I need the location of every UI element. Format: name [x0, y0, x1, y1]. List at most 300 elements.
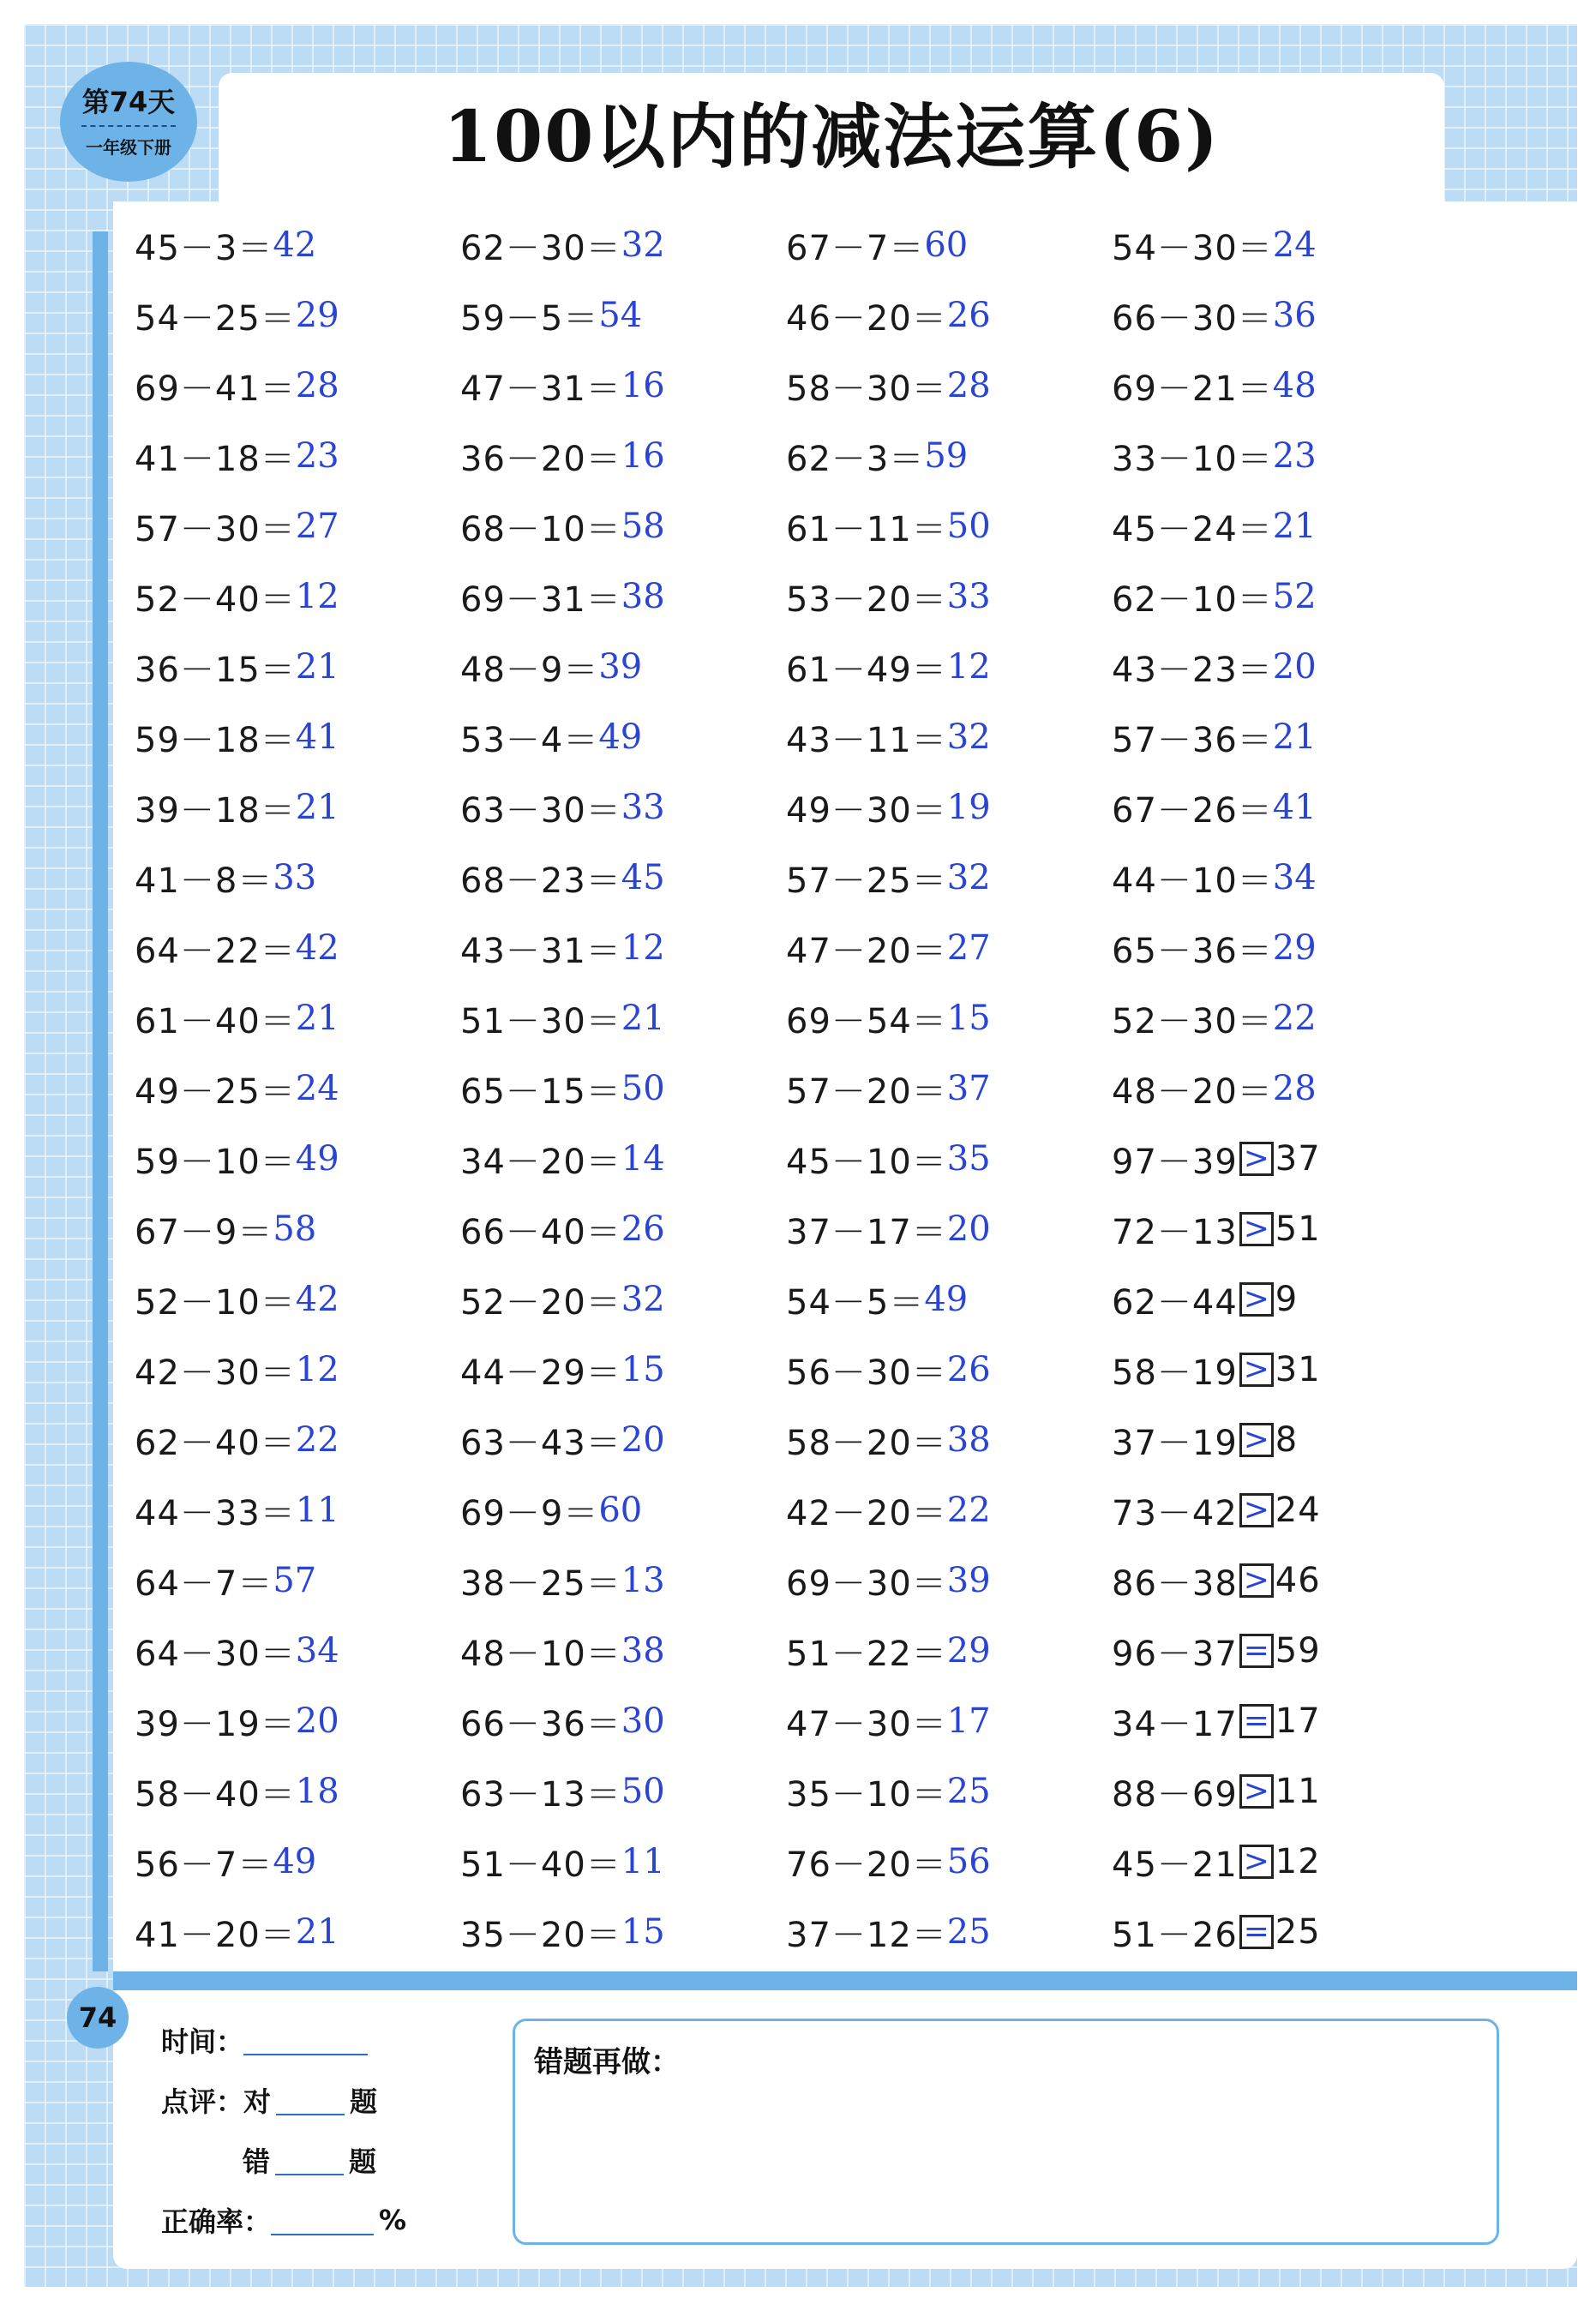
- problem-item: [1112, 843, 1437, 913]
- comparison-box[interactable]: >: [1239, 1563, 1274, 1598]
- problem-expression: 48－20＝: [1112, 1071, 1273, 1112]
- handwritten-answer[interactable]: 37: [946, 1069, 991, 1108]
- handwritten-answer[interactable]: 22: [295, 1420, 339, 1460]
- problem-item: [460, 1756, 786, 1827]
- problem-item: [460, 702, 786, 772]
- comparison-box[interactable]: >: [1239, 1212, 1274, 1246]
- handwritten-answer[interactable]: 58: [273, 1209, 317, 1249]
- problem-grid: [135, 210, 1437, 1954]
- comparison-box[interactable]: =: [1239, 1704, 1274, 1738]
- handwritten-answer[interactable]: 16: [621, 436, 665, 476]
- handwritten-answer[interactable]: 49: [924, 1280, 969, 1319]
- handwritten-answer[interactable]: 28: [1272, 1069, 1317, 1108]
- problem-item: [135, 1686, 460, 1756]
- comparison-box[interactable]: =: [1239, 1915, 1274, 1949]
- problem-item: [1112, 491, 1437, 561]
- handwritten-answer[interactable]: 15: [621, 1912, 665, 1952]
- problem-item: [786, 1545, 1112, 1616]
- problem-expression: 37－19: [1112, 1423, 1238, 1463]
- comparison-box[interactable]: >: [1239, 1423, 1274, 1457]
- handwritten-answer[interactable]: 24: [295, 1069, 339, 1108]
- handwritten-answer[interactable]: 32: [621, 1280, 665, 1319]
- problem-item: [1112, 983, 1437, 1053]
- problem-item: [135, 561, 460, 632]
- problem-expression: 52－40＝: [135, 579, 296, 620]
- handwritten-answer[interactable]: 60: [924, 225, 969, 265]
- problem-item: [1112, 1897, 1437, 1967]
- redo-title: 错题再做：: [534, 2045, 680, 2079]
- review-label: 点评：对: [161, 2085, 272, 2118]
- problem-item: [135, 1335, 460, 1405]
- comparison-rhs: 12: [1275, 1842, 1321, 1881]
- problem-item: [786, 280, 1112, 351]
- problem-item: [786, 772, 1112, 843]
- handwritten-answer[interactable]: 13: [621, 1561, 665, 1600]
- problem-item: [460, 1545, 786, 1616]
- problem-item: [786, 1475, 1112, 1545]
- handwritten-answer[interactable]: 57: [273, 1561, 317, 1600]
- handwritten-answer[interactable]: 21: [1272, 507, 1317, 546]
- handwritten-answer[interactable]: 20: [621, 1420, 665, 1460]
- handwritten-answer[interactable]: 32: [946, 858, 991, 897]
- problem-item: [786, 210, 1112, 280]
- handwritten-answer[interactable]: 26: [946, 296, 991, 335]
- problem-expression: 45－24＝: [1112, 509, 1273, 549]
- handwritten-answer[interactable]: 12: [946, 647, 991, 687]
- page-number: 74: [67, 1987, 129, 2049]
- handwritten-answer[interactable]: 28: [295, 366, 339, 405]
- badge-divider: [81, 125, 176, 127]
- problem-item: [460, 772, 786, 843]
- problem-expression: 97－39: [1112, 1142, 1238, 1182]
- problem-item: [460, 843, 786, 913]
- problem-item: [135, 1616, 460, 1686]
- problem-expression: 48－10＝: [460, 1634, 621, 1674]
- problem-expression: 56－30＝: [786, 1353, 947, 1393]
- problem-item: [1112, 561, 1437, 632]
- time-label: 时间：: [161, 2025, 244, 2058]
- handwritten-answer[interactable]: 17: [946, 1701, 991, 1741]
- problem-item: [460, 210, 786, 280]
- problem-expression: 64－7＝: [135, 1563, 273, 1604]
- problem-expression: 49－25＝: [135, 1071, 296, 1112]
- problem-expression: 58－19: [1112, 1353, 1238, 1393]
- problem-expression: 52－30＝: [1112, 1001, 1273, 1041]
- problem-item: [135, 1545, 460, 1616]
- comparison-rhs: 46: [1275, 1561, 1321, 1600]
- handwritten-answer[interactable]: 23: [1272, 436, 1317, 476]
- problem-expression: 52－10＝: [135, 1282, 296, 1323]
- handwritten-answer[interactable]: 12: [295, 1350, 339, 1389]
- handwritten-answer[interactable]: 26: [946, 1350, 991, 1389]
- problem-expression: 57－36＝: [1112, 720, 1273, 760]
- handwritten-answer[interactable]: 11: [621, 1842, 665, 1881]
- handwritten-answer[interactable]: 28: [946, 366, 991, 405]
- handwritten-answer[interactable]: 12: [295, 577, 339, 616]
- handwritten-answer[interactable]: 29: [1272, 928, 1317, 968]
- handwritten-answer[interactable]: 49: [598, 717, 643, 757]
- problem-expression: 34－20＝: [460, 1142, 621, 1182]
- accuracy-blank[interactable]: [271, 2205, 374, 2235]
- handwritten-answer[interactable]: 60: [598, 1491, 643, 1530]
- problem-expression: 63－43＝: [460, 1423, 621, 1463]
- problem-expression: 67－9＝: [135, 1212, 273, 1252]
- problem-expression: 63－13＝: [460, 1774, 621, 1815]
- handwritten-answer[interactable]: 21: [621, 999, 665, 1038]
- page-title: 100以内的减法运算(6): [443, 96, 1220, 178]
- handwritten-answer[interactable]: 50: [946, 507, 991, 546]
- problem-item: [135, 1827, 460, 1897]
- wrong-count-blank[interactable]: [275, 2145, 344, 2175]
- problem-expression: 43－11＝: [786, 720, 947, 760]
- problem-item: [460, 1335, 786, 1405]
- problem-expression: 66－30＝: [1112, 298, 1273, 339]
- problem-expression: 42－30＝: [135, 1353, 296, 1393]
- problem-item: [1112, 1545, 1437, 1616]
- comparison-rhs: 31: [1275, 1350, 1321, 1389]
- time-row: [161, 2010, 406, 2070]
- problem-expression: 37－17＝: [786, 1212, 947, 1252]
- problem-expression: 43－31＝: [460, 931, 621, 971]
- problem-expression: 69－21＝: [1112, 369, 1273, 409]
- problem-expression: 62－30＝: [460, 228, 621, 268]
- comparison-rhs: 37: [1275, 1139, 1321, 1179]
- handwritten-answer[interactable]: 38: [621, 577, 665, 616]
- wrong-label: 错: [243, 2145, 271, 2178]
- problem-expression: 33－10＝: [1112, 439, 1273, 479]
- handwritten-answer[interactable]: 19: [946, 788, 991, 827]
- handwritten-answer[interactable]: 35: [946, 1139, 991, 1179]
- problem-item: [135, 1897, 460, 1967]
- review-row: [161, 2070, 406, 2130]
- problem-expression: 36－15＝: [135, 650, 296, 690]
- problem-item: [135, 983, 460, 1053]
- problem-expression: 61－49＝: [786, 650, 947, 690]
- problem-item: [460, 1686, 786, 1756]
- problem-expression: 72－13: [1112, 1212, 1238, 1252]
- problem-expression: 67－7＝: [786, 228, 925, 268]
- problem-item: [1112, 210, 1437, 280]
- accuracy-label: 正确率：: [161, 2205, 272, 2238]
- problem-expression: 65－36＝: [1112, 931, 1273, 971]
- problem-expression: 67－26＝: [1112, 790, 1273, 831]
- redo-box[interactable]: [513, 2019, 1499, 2245]
- problem-item: [460, 351, 786, 421]
- handwritten-answer[interactable]: 27: [295, 507, 339, 546]
- problem-expression: 64－30＝: [135, 1634, 296, 1674]
- wrong-row: [161, 2130, 406, 2190]
- comparison-box[interactable]: >: [1239, 1493, 1274, 1527]
- problem-item: [1112, 1124, 1437, 1194]
- problem-item: [135, 1124, 460, 1194]
- problem-item: [135, 421, 460, 491]
- problem-expression: 63－30＝: [460, 790, 621, 831]
- problem-expression: 73－42: [1112, 1493, 1238, 1533]
- problem-item: [786, 1124, 1112, 1194]
- handwritten-answer[interactable]: 33: [621, 788, 665, 827]
- problem-expression: 62－40＝: [135, 1423, 296, 1463]
- problem-item: [1112, 1686, 1437, 1756]
- problem-item: [1112, 1827, 1437, 1897]
- comparison-rhs: 25: [1275, 1912, 1321, 1952]
- problem-expression: 45－21: [1112, 1845, 1238, 1885]
- problem-expression: 68－23＝: [460, 861, 621, 901]
- correct-unit: 题: [350, 2085, 378, 2118]
- problem-expression: 46－20＝: [786, 298, 947, 339]
- correct-count-blank[interactable]: [276, 2085, 345, 2115]
- problem-expression: 48－9＝: [460, 650, 599, 690]
- problem-item: [786, 1756, 1112, 1827]
- problem-item: [786, 561, 1112, 632]
- problem-item: [460, 421, 786, 491]
- handwritten-answer[interactable]: 21: [1272, 717, 1317, 757]
- handwritten-answer[interactable]: 50: [621, 1069, 665, 1108]
- day-badge: [60, 62, 197, 182]
- problem-expression: 57－25＝: [786, 861, 947, 901]
- handwritten-answer[interactable]: 22: [1272, 999, 1317, 1038]
- problem-item: [135, 1756, 460, 1827]
- handwritten-answer[interactable]: 45: [621, 858, 665, 897]
- problem-item: [786, 491, 1112, 561]
- problem-expression: 62－44: [1112, 1282, 1238, 1323]
- problem-expression: 69－54＝: [786, 1001, 947, 1041]
- problem-item: [1112, 1616, 1437, 1686]
- handwritten-answer[interactable]: 52: [1272, 577, 1317, 616]
- problem-item: [460, 1264, 786, 1335]
- handwritten-answer[interactable]: 42: [295, 1280, 339, 1319]
- problem-expression: 57－30＝: [135, 509, 296, 549]
- problem-item: [1112, 632, 1437, 702]
- problem-expression: 41－8＝: [135, 861, 273, 901]
- handwritten-answer[interactable]: 39: [598, 647, 643, 687]
- comparison-rhs: 59: [1275, 1631, 1321, 1671]
- comparison-rhs: 8: [1275, 1420, 1299, 1460]
- problem-expression: 96－37: [1112, 1634, 1238, 1674]
- problem-item: [460, 1405, 786, 1475]
- problem-expression: 58－20＝: [786, 1423, 947, 1463]
- handwritten-answer[interactable]: 36: [1272, 296, 1317, 335]
- problem-expression: 53－4＝: [460, 720, 599, 760]
- handwritten-answer[interactable]: 39: [946, 1561, 991, 1600]
- problem-expression: 47－20＝: [786, 931, 947, 971]
- handwritten-answer[interactable]: 20: [1272, 647, 1317, 687]
- problem-expression: 88－69: [1112, 1774, 1238, 1815]
- comparison-rhs: 11: [1275, 1772, 1321, 1811]
- problem-item: [460, 561, 786, 632]
- problem-item: [460, 1827, 786, 1897]
- problem-expression: 64－22＝: [135, 931, 296, 971]
- time-blank[interactable]: [243, 2025, 368, 2055]
- problem-expression: 59－18＝: [135, 720, 296, 760]
- problem-expression: 39－19＝: [135, 1704, 296, 1744]
- handwritten-answer[interactable]: 32: [621, 225, 665, 265]
- problem-item: [1112, 1756, 1437, 1827]
- handwritten-answer[interactable]: 27: [946, 928, 991, 968]
- problem-expression: 62－10＝: [1112, 579, 1273, 620]
- day-label: 第74天: [81, 86, 176, 118]
- percent-sign: %: [379, 2204, 407, 2236]
- grade-label: 一年级下册: [86, 137, 171, 158]
- problem-expression: 44－29＝: [460, 1353, 621, 1393]
- handwritten-answer[interactable]: 49: [295, 1139, 339, 1179]
- problem-expression: 49－30＝: [786, 790, 947, 831]
- problem-item: [786, 1405, 1112, 1475]
- handwritten-answer[interactable]: 26: [621, 1209, 665, 1249]
- comparison-box[interactable]: >: [1239, 1353, 1274, 1387]
- problem-item: [786, 1264, 1112, 1335]
- problem-item: [460, 1194, 786, 1264]
- problem-item: [135, 1194, 460, 1264]
- problem-item: [1112, 1405, 1437, 1475]
- handwritten-answer[interactable]: 18: [295, 1772, 339, 1811]
- comparison-box[interactable]: >: [1239, 1142, 1274, 1176]
- problem-item: [786, 1897, 1112, 1967]
- comparison-box[interactable]: >: [1239, 1774, 1274, 1809]
- handwritten-answer[interactable]: 49: [273, 1842, 317, 1881]
- problem-item: [1112, 1264, 1437, 1335]
- comparison-rhs: 24: [1275, 1491, 1321, 1530]
- problem-item: [1112, 1335, 1437, 1405]
- problem-expression: 54－25＝: [135, 298, 296, 339]
- handwritten-answer[interactable]: 21: [295, 647, 339, 687]
- handwritten-answer[interactable]: 22: [946, 1491, 991, 1530]
- handwritten-answer[interactable]: 24: [1272, 225, 1317, 265]
- problem-item: [786, 983, 1112, 1053]
- handwritten-answer[interactable]: 15: [621, 1350, 665, 1389]
- problem-expression: 37－12＝: [786, 1915, 947, 1955]
- handwritten-answer[interactable]: 20: [946, 1209, 991, 1249]
- problem-expression: 59－10＝: [135, 1142, 296, 1182]
- problem-expression: 58－40＝: [135, 1774, 296, 1815]
- problem-item: [786, 913, 1112, 983]
- bottom-band: [113, 1971, 1577, 1990]
- problem-item: [786, 1335, 1112, 1405]
- problem-item: [786, 1686, 1112, 1756]
- problem-item: [1112, 351, 1437, 421]
- problem-expression: 56－7＝: [135, 1845, 273, 1885]
- problem-expression: 61－40＝: [135, 1001, 296, 1041]
- handwritten-answer[interactable]: 15: [946, 999, 991, 1038]
- problem-item: [1112, 1194, 1437, 1264]
- wrong-unit: 题: [349, 2145, 377, 2178]
- problem-item: [460, 913, 786, 983]
- problem-expression: 41－18＝: [135, 439, 296, 479]
- problem-expression: 34－17: [1112, 1704, 1238, 1744]
- problem-item: [460, 1616, 786, 1686]
- problem-expression: 57－20＝: [786, 1071, 947, 1112]
- problem-item: [135, 1053, 460, 1124]
- handwritten-answer[interactable]: 58: [621, 507, 665, 546]
- problem-item: [1112, 1053, 1437, 1124]
- handwritten-answer[interactable]: 42: [273, 225, 317, 265]
- handwritten-answer[interactable]: 33: [946, 577, 991, 616]
- problem-expression: 35－20＝: [460, 1915, 621, 1955]
- handwritten-answer[interactable]: 54: [598, 296, 643, 335]
- problem-item: [135, 1475, 460, 1545]
- problem-expression: 42－20＝: [786, 1493, 947, 1533]
- problem-expression: 66－36＝: [460, 1704, 621, 1744]
- handwritten-answer[interactable]: 42: [295, 928, 339, 968]
- handwritten-answer[interactable]: 38: [946, 1420, 991, 1460]
- handwritten-answer[interactable]: 30: [621, 1701, 665, 1741]
- handwritten-answer[interactable]: 48: [1272, 366, 1317, 405]
- problem-expression: 58－30＝: [786, 369, 947, 409]
- handwritten-answer[interactable]: 33: [273, 858, 317, 897]
- problem-item: [786, 843, 1112, 913]
- comparison-box[interactable]: =: [1239, 1634, 1274, 1668]
- handwritten-answer[interactable]: 34: [295, 1631, 339, 1671]
- problem-expression: 66－40＝: [460, 1212, 621, 1252]
- handwritten-answer[interactable]: 41: [295, 717, 339, 757]
- handwritten-answer[interactable]: 20: [295, 1701, 339, 1741]
- handwritten-answer[interactable]: 29: [295, 296, 339, 335]
- comparison-box[interactable]: >: [1239, 1282, 1274, 1317]
- problem-item: [460, 280, 786, 351]
- problem-expression: 43－23＝: [1112, 650, 1273, 690]
- handwritten-answer[interactable]: 25: [946, 1912, 991, 1952]
- problem-item: [460, 983, 786, 1053]
- problem-item: [786, 351, 1112, 421]
- problem-expression: 45－10＝: [786, 1142, 947, 1182]
- handwritten-answer[interactable]: 50: [621, 1772, 665, 1811]
- problem-item: [1112, 772, 1437, 843]
- problem-expression: 47－30＝: [786, 1704, 947, 1744]
- handwritten-answer[interactable]: 41: [1272, 788, 1317, 827]
- problem-expression: 68－10＝: [460, 509, 621, 549]
- handwritten-answer[interactable]: 59: [924, 436, 969, 476]
- problem-item: [1112, 702, 1437, 772]
- handwritten-answer[interactable]: 11: [295, 1491, 339, 1530]
- handwritten-answer[interactable]: 38: [621, 1631, 665, 1671]
- problem-expression: 47－31＝: [460, 369, 621, 409]
- handwritten-answer[interactable]: 25: [946, 1772, 991, 1811]
- problem-item: [135, 280, 460, 351]
- handwritten-answer[interactable]: 21: [295, 788, 339, 827]
- problem-expression: 41－20＝: [135, 1915, 296, 1955]
- handwritten-answer[interactable]: 29: [946, 1631, 991, 1671]
- problem-item: [1112, 1475, 1437, 1545]
- handwritten-answer[interactable]: 32: [946, 717, 991, 757]
- comparison-box[interactable]: >: [1239, 1845, 1274, 1879]
- problem-item: [786, 632, 1112, 702]
- problem-item: [786, 702, 1112, 772]
- problem-expression: 39－18＝: [135, 790, 296, 831]
- problem-expression: 52－20＝: [460, 1282, 621, 1323]
- handwritten-answer[interactable]: 21: [295, 1912, 339, 1952]
- problem-expression: 86－38: [1112, 1563, 1238, 1604]
- comparison-rhs: 9: [1275, 1280, 1299, 1319]
- handwritten-answer[interactable]: 16: [621, 366, 665, 405]
- handwritten-answer[interactable]: 12: [621, 928, 665, 968]
- problem-expression: 35－10＝: [786, 1774, 947, 1815]
- comparison-rhs: 51: [1275, 1209, 1321, 1249]
- problem-item: [135, 1264, 460, 1335]
- problem-expression: 51－26: [1112, 1915, 1238, 1955]
- handwritten-answer[interactable]: 14: [621, 1139, 665, 1179]
- problem-item: [135, 491, 460, 561]
- handwritten-answer[interactable]: 23: [295, 436, 339, 476]
- handwritten-answer[interactable]: 34: [1272, 858, 1317, 897]
- problem-expression: 69－41＝: [135, 369, 296, 409]
- problem-item: [1112, 280, 1437, 351]
- problem-expression: 65－15＝: [460, 1071, 621, 1112]
- handwritten-answer[interactable]: 21: [295, 999, 339, 1038]
- problem-expression: 44－10＝: [1112, 861, 1273, 901]
- problem-item: [460, 1897, 786, 1967]
- problem-expression: 51－40＝: [460, 1845, 621, 1885]
- problem-item: [1112, 913, 1437, 983]
- handwritten-answer[interactable]: 56: [946, 1842, 991, 1881]
